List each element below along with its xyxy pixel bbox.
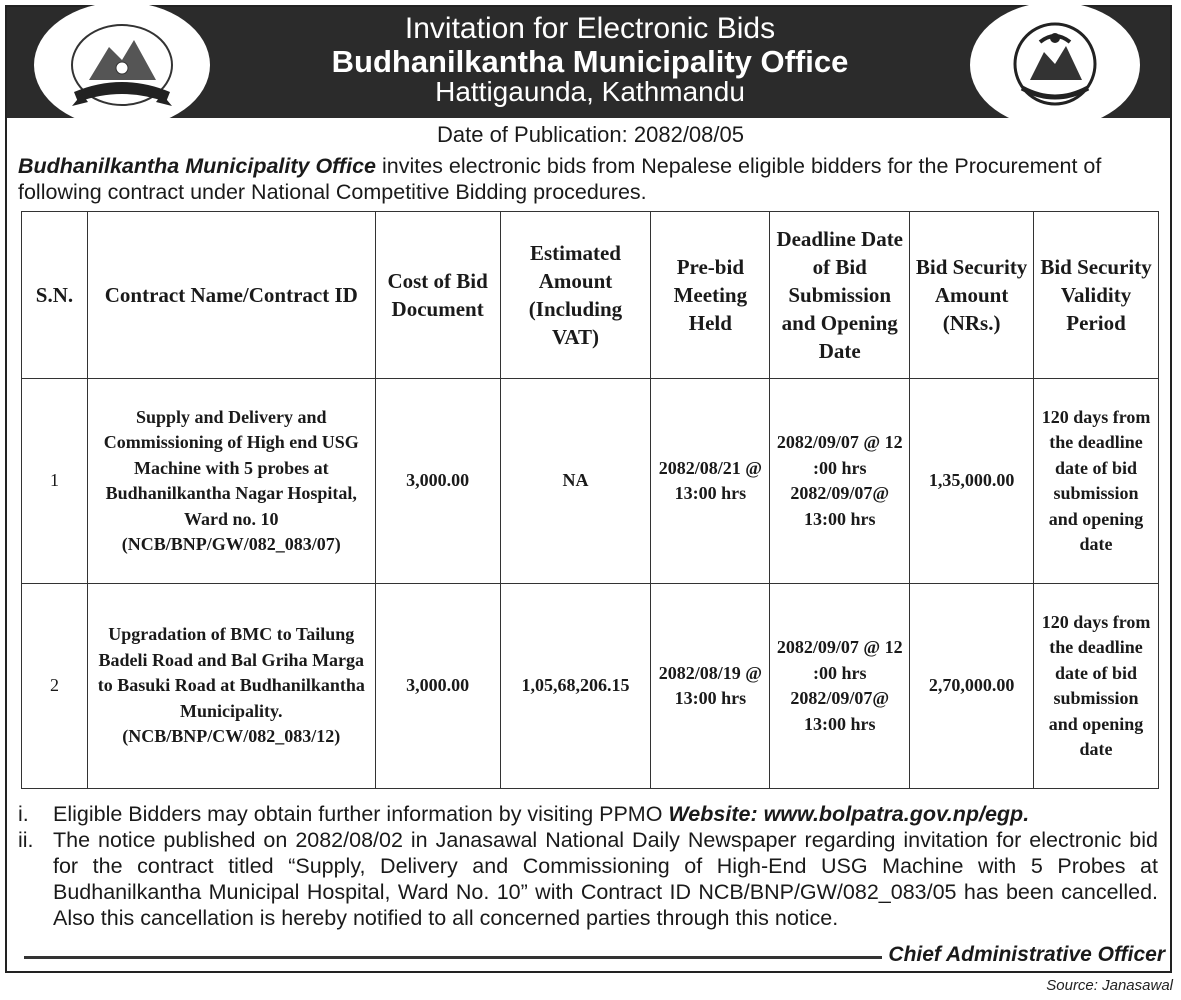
nepal-emblem-icon (970, 2, 1140, 128)
cell-sn: 1 (22, 379, 88, 584)
signature-rule (24, 956, 882, 959)
cell-validity: 120 days from the deadline date of bid submission and opening date (1034, 379, 1159, 584)
intro-paragraph (18, 153, 1166, 205)
header-contract: Contract Name/Contract ID (87, 212, 375, 379)
office-name: Budhanilkantha Municipality Office (331, 44, 849, 79)
table-row (22, 584, 1159, 789)
note-text-plain: Eligible Bidders may obtain further information by visiting PPMO (53, 802, 669, 826)
bids-table (21, 211, 1159, 789)
table-header-row (22, 212, 1159, 379)
header-text (230, 13, 950, 106)
header-validity: Bid Security Validity Period (1034, 212, 1159, 379)
cell-prebid: 2082/08/21 @ 13:00 hrs (651, 379, 770, 584)
cell-estimated: 1,05,68,206.15 (500, 584, 651, 789)
header-cost: Cost of Bid Document (375, 212, 500, 379)
table-row (22, 379, 1159, 584)
cell-estimated: NA (500, 379, 651, 584)
cell-deadline: 2082/09/07 @ 12 :00 hrs 2082/09/07@ 13:00 hrs (770, 584, 910, 789)
note-item (18, 827, 1158, 931)
note-text: The notice published on 2082/08/02 in Janasawal National Daily Newspaper regarding invitation for electronic bid for the contract titled “Supply, Delivery and Commissioning of High-End USG Machine with 5 Probes at Budhanilkantha Municipal Hospital, Ward No. 10” with Contract ID NCB/BNP/GW/082_083/05 has been cancelled. Also this cancellation is hereby notified to all concerned parties through this notice. (53, 828, 1158, 930)
note-number: ii. (18, 828, 34, 852)
notes-list (18, 801, 1158, 931)
municipality-logo (34, 2, 210, 128)
ppmo-website-link[interactable]: Website: www.bolpatra.gov.np/egp. (668, 802, 1030, 826)
note-number: i. (18, 802, 29, 826)
cell-cost: 3,000.00 (375, 379, 500, 584)
cell-security: 1,35,000.00 (910, 379, 1034, 584)
cell-security: 2,70,000.00 (910, 584, 1034, 789)
signature: Chief Administrative Officer (888, 943, 1165, 966)
cell-validity: 120 days from the deadline date of bid submission and opening date (1034, 584, 1159, 789)
header-sn: S.N. (22, 212, 88, 379)
header-deadline: Deadline Date of Bid Submission and Opening Date (770, 212, 910, 379)
cell-sn: 2 (22, 584, 88, 789)
source-credit: Source: Janasawal (1046, 977, 1173, 994)
nepal-government-logo (970, 2, 1140, 128)
header-estimated: Estimated Amount (Including VAT) (500, 212, 651, 379)
publication-date: Date of Publication: 2082/08/05 (436, 122, 744, 147)
municipality-emblem-icon (34, 2, 210, 128)
intro-office-name: Budhanilkantha Municipality Office (18, 154, 376, 178)
cell-contract: Upgradation of BMC to Tailung Badeli Road and Bal Griha Marga to Basuki Road at Budhanilkantha Municipality. (NCB/BNP/CW/082_083/12) (87, 584, 375, 789)
header-security: Bid Security Amount (NRs.) (910, 212, 1034, 379)
cell-prebid: 2082/08/19 @ 13:00 hrs (651, 584, 770, 789)
header-prebid: Pre-bid Meeting Held (651, 212, 770, 379)
notice-title: Invitation for Electronic Bids (404, 12, 776, 45)
cell-deadline: 2082/09/07 @ 12 :00 hrs 2082/09/07@ 13:00 hrs (770, 379, 910, 584)
note-item (18, 801, 1158, 827)
note-text (53, 801, 1158, 827)
cell-cost: 3,000.00 (375, 584, 500, 789)
intro-text: invites electronic bids from Nepalese eligible bidders for the Procurement of following contract under National Competitive Bidding procedures. (18, 154, 1102, 204)
office-location: Hattigaunda, Kathmandu (435, 76, 745, 107)
cell-contract: Supply and Delivery and Commissioning of High end USG Machine with 5 probes at Budhanilkantha Nagar Hospital, Ward no. 10 (NCB/BNP/GW/082_083/07) (87, 379, 375, 584)
